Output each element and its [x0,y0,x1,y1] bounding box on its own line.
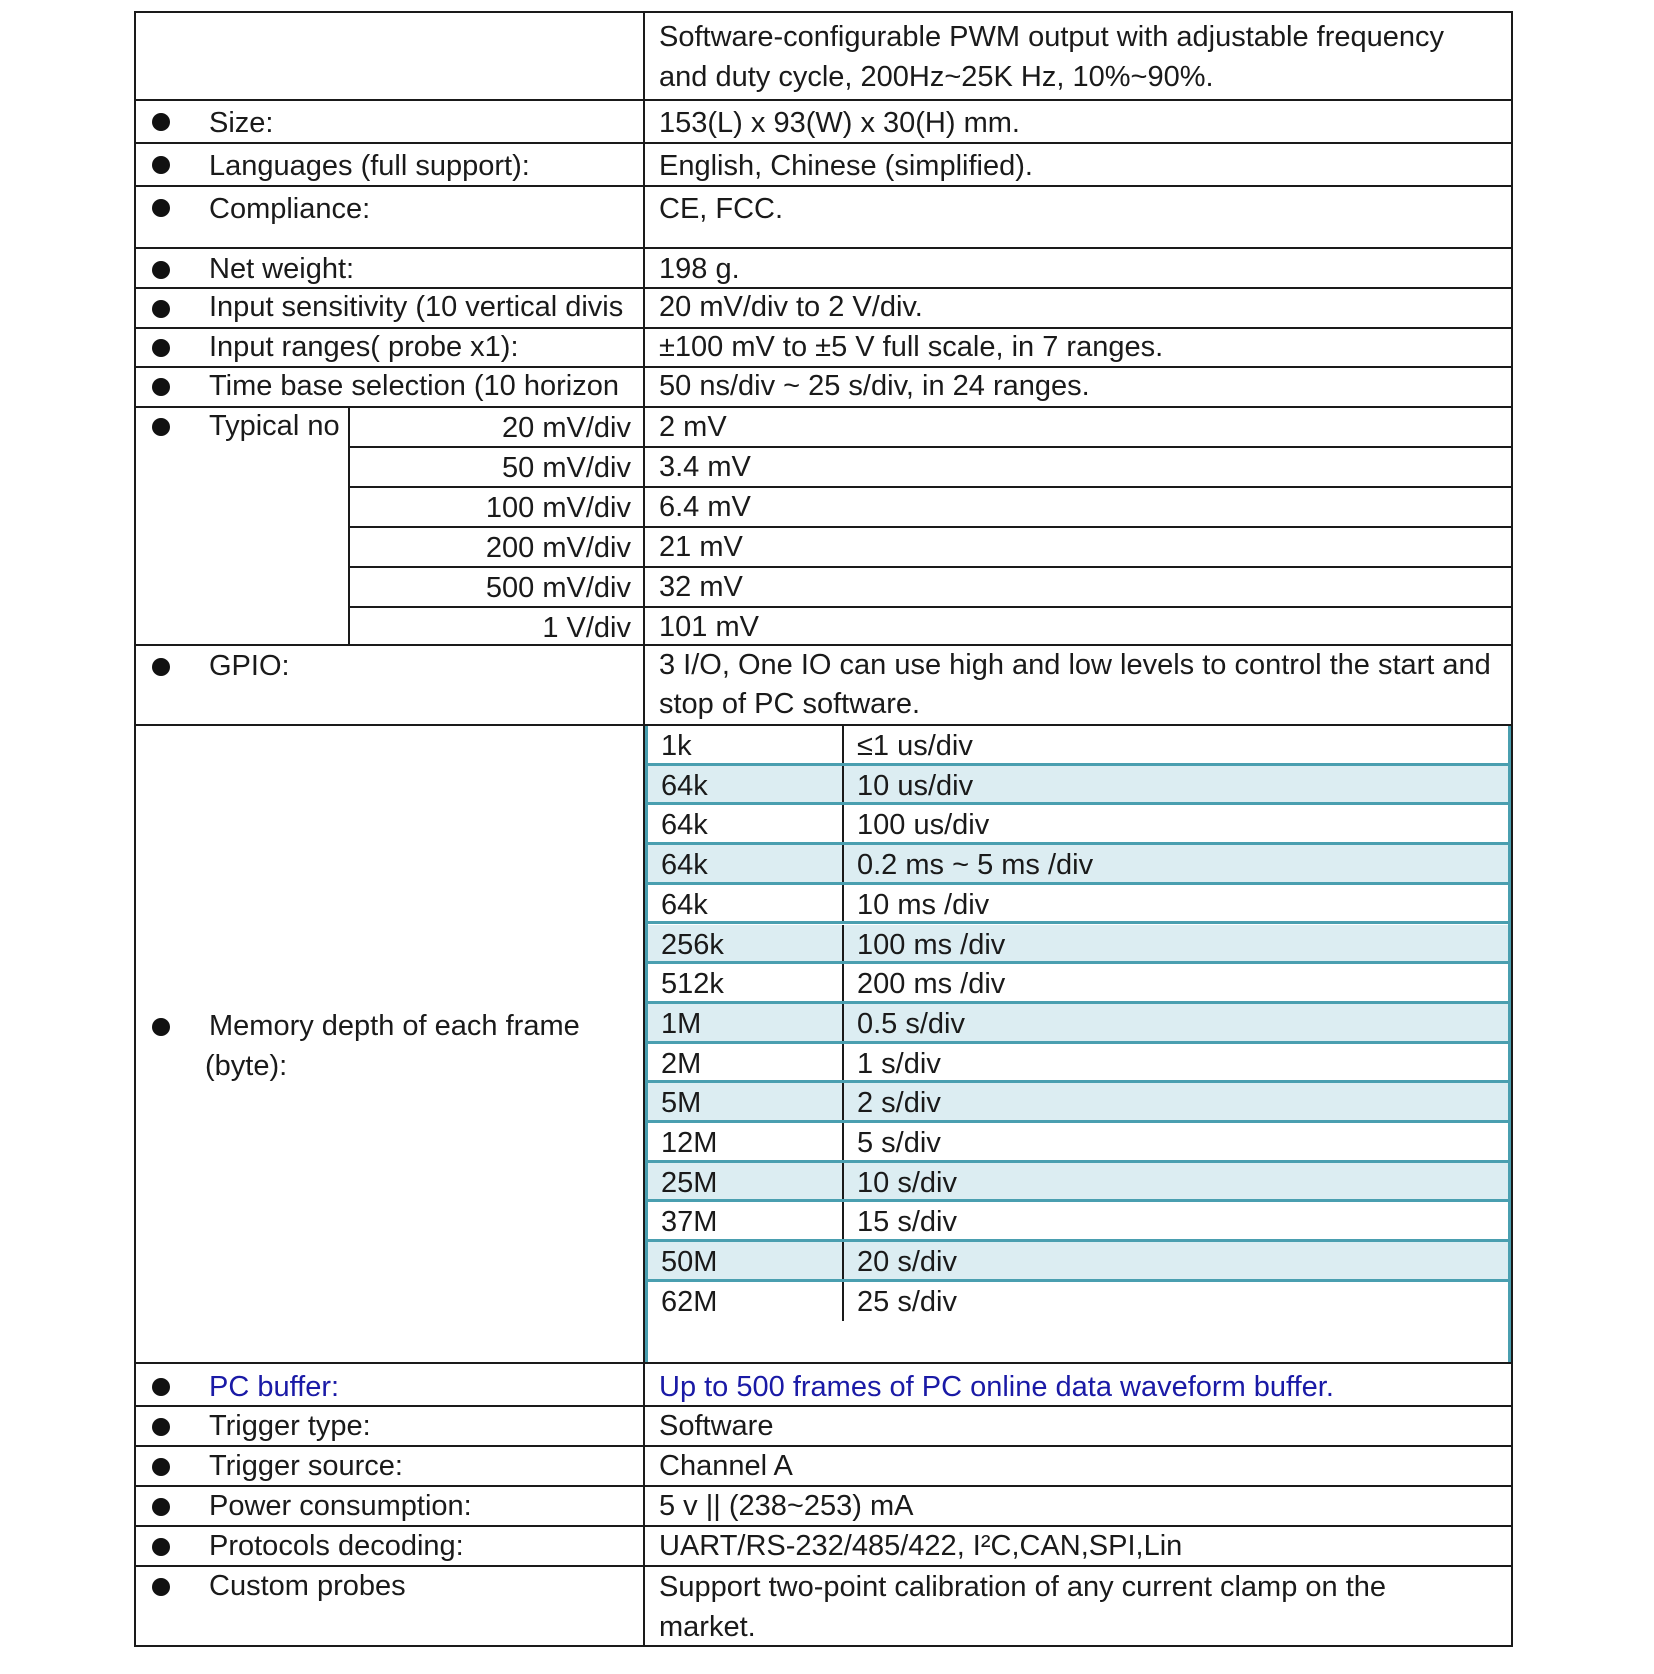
spec-row-ranges [136,329,1511,368]
memory-depth-value: 5M [648,1083,844,1120]
memory-depth-row [648,766,1508,806]
spec-label-probes: Custom probes [209,1570,406,1602]
bullet-icon [152,261,170,279]
memory-depth-row [648,1202,1508,1242]
memory-depth-value: 12M [648,1123,844,1160]
noise-value: 3.4 mV [645,448,1511,488]
noise-value: 6.4 mV [645,488,1511,528]
noise-value: 32 mV [645,568,1511,608]
memory-timebase-value: 200 ms /div [857,968,1006,1001]
memory-depth-value: 512k [648,964,844,1001]
memory-depth-value: 256k [648,925,844,962]
spec-value-trigger-type: Software [659,1410,774,1442]
spec-value-size: 153(L) x 93(W) x 30(H) mm. [659,107,1020,139]
spec-label-cell [136,408,645,644]
spec-row-power [136,1487,1511,1527]
memory-depth-row [648,1004,1508,1044]
memory-depth-value: 64k [648,885,844,922]
spec-label-timebase: Time base selection (10 horizon [209,370,619,402]
memory-depth-value: 37M [648,1202,844,1239]
memory-timebase-value: 2 s/div [857,1087,941,1120]
memory-depth-value: 1k [648,726,844,763]
memory-timebase-value: 0.5 s/div [857,1007,965,1040]
spec-label-sensitivity: Input sensitivity (10 vertical divis [209,291,624,323]
bullet-icon [152,1378,170,1396]
spec-label-languages: Languages (full support): [209,150,530,182]
memory-depth-value: 62M [648,1282,844,1322]
spec-label-gpio: GPIO: [209,650,290,682]
spec-label-cell [136,1447,645,1485]
bullet-icon [152,1578,170,1596]
noise-value: 21 mV [645,528,1511,568]
memory-timebase-value: 10 s/div [857,1166,957,1199]
bullet-icon [152,418,170,436]
spec-row-timebase [136,368,1511,408]
noise-setting: 500 mV/div [348,568,643,608]
noise-value: 2 mV [645,408,1511,448]
spec-label-cell [136,249,645,287]
spec-label-cell [136,101,645,142]
noise-values [645,408,1511,644]
memory-depth-value: 2M [648,1044,844,1081]
spec-label-cell [136,187,645,247]
bullet-icon [152,113,170,131]
memory-depth-value: 50M [648,1242,844,1279]
spec-row-compliance [136,187,1511,249]
memory-depth-row [648,805,1508,845]
spec-row-sensitivity [136,289,1511,329]
memory-timebase-value: 15 s/div [857,1206,957,1239]
bullet-icon [152,1458,170,1476]
spec-label-cell [136,1567,645,1647]
memory-depth-row [648,1282,1508,1322]
bullet-icon [152,658,170,676]
memory-timebase-value: ≤1 us/div [857,730,973,762]
memory-timebase-value: 1 s/div [857,1047,941,1080]
spec-row-noise [136,408,1511,646]
memory-timebase-value: 5 s/div [857,1127,941,1159]
spec-label-trigger-type: Trigger type: [209,1410,371,1442]
spec-label-cell [136,329,645,366]
spec-label-power: Power consumption: [209,1490,472,1522]
memory-depth-row [648,925,1508,965]
spec-label-cell [136,1487,645,1525]
spec-label-memory: Memory depth of each frame [209,1010,580,1042]
memory-depth-value: 25M [648,1163,844,1200]
spec-value-probes: Support two-point calibration of any current clamp on the market. [659,1571,1387,1643]
spec-value-pwm: Software-configurable PWM output with adjustable frequency and duty cycle, 200Hz~25K Hz, 10%~90%. [659,21,1445,93]
bullet-icon [152,1498,170,1516]
spec-label-noise: Typical no [209,410,340,442]
memory-depth-row [648,1083,1508,1123]
spec-value-trigger-source: Channel A [659,1450,793,1482]
spec-label-cell [136,646,645,724]
bullet-icon [152,156,170,174]
memory-timebase-value: 0.2 ms ~ 5 ms /div [857,849,1094,882]
spec-value-timebase: 50 ns/div ~ 25 s/div, in 24 ranges. [659,370,1090,402]
noise-setting: 20 mV/div [348,408,643,448]
bullet-icon [152,339,170,357]
spec-row-memory [136,726,1511,1364]
memory-depth-value: 64k [648,766,844,803]
bullet-icon [152,300,170,318]
memory-depth-value: 64k [648,805,844,842]
noise-setting: 100 mV/div [348,488,643,528]
memory-depth-row [648,726,1508,766]
spec-table [134,11,1513,1647]
memory-depth-row [648,845,1508,885]
memory-depth-row [648,1163,1508,1203]
spec-label-cell [136,1407,645,1445]
spec-label-ranges: Input ranges( probe x1): [209,331,519,363]
memory-timebase-value: 100 ms /div [857,928,1006,961]
spec-value-ranges: ±100 mV to ±5 V full scale, in 7 ranges. [659,331,1164,363]
spec-value-compliance: CE, FCC. [659,193,784,225]
spec-label-trigger-source: Trigger source: [209,1450,403,1482]
memory-timebase-value: 10 ms /div [857,888,990,921]
spec-row-size [136,101,1511,144]
noise-setting: 200 mV/div [348,528,643,568]
spec-row-languages [136,144,1511,187]
spec-row-gpio [136,646,1511,726]
noise-setting: 50 mV/div [348,448,643,488]
bullet-icon [152,1018,170,1036]
memory-timebase-value: 10 us/div [857,769,974,802]
spec-value-pcbuffer: Up to 500 frames of PC online data waveform buffer. [659,1371,1334,1403]
memory-depth-row [648,964,1508,1004]
spec-label-weight: Net weight: [209,253,355,285]
memory-depth-value: 64k [648,845,844,882]
spec-label-pcbuffer: PC buffer: [209,1371,340,1403]
spec-label-cell [136,13,645,99]
spec-value-gpio: 3 I/O, One IO can use high and low levels to control the start and stop of PC software. [659,649,1491,720]
bullet-icon [152,199,170,217]
spec-label-cell [136,289,645,327]
spec-row-pwm [136,13,1511,101]
memory-timebase-value: 25 s/div [857,1285,957,1318]
memory-depth-row [648,1123,1508,1163]
spec-value-weight: 198 g. [659,253,740,285]
spec-label-size: Size: [209,107,274,139]
memory-depth-row [648,1044,1508,1084]
bullet-icon [152,378,170,396]
memory-timebase-value: 100 us/div [857,809,990,842]
noise-setting: 1 V/div [348,608,643,646]
spec-label-cell [136,726,645,1362]
spec-label-cell [136,1364,645,1405]
spec-row-trigger-type [136,1407,1511,1447]
memory-depth-row [648,885,1508,925]
spec-value-languages: English, Chinese (simplified). [659,150,1033,182]
spec-label-protocols: Protocols decoding: [209,1530,464,1562]
memory-depth-value: 1M [648,1004,844,1041]
bullet-icon [152,1418,170,1436]
memory-depth-row [648,1242,1508,1282]
spec-label-compliance: Compliance: [209,193,371,225]
spec-row-trigger-source [136,1447,1511,1487]
noise-value: 101 mV [659,611,759,643]
spec-row-pcbuffer [136,1364,1511,1407]
memory-timebase-value: 20 s/div [857,1246,957,1279]
spec-value-power: 5 v || (238~253) mA [659,1490,914,1522]
memory-depth-table [645,726,1511,1362]
spec-row-protocols [136,1527,1511,1567]
spec-label-cell [136,1527,645,1565]
spec-label-memory-unit: (byte): [205,1050,288,1082]
spec-row-weight [136,249,1511,289]
spec-value-protocols: UART/RS-232/485/422, I²C,CAN,SPI,Lin [659,1530,1183,1562]
spec-label-cell [136,144,645,185]
spec-row-probes [136,1567,1511,1647]
spec-value-sensitivity: 20 mV/div to 2 V/div. [659,291,923,323]
spec-label-cell [136,368,645,406]
bullet-icon [152,1538,170,1556]
